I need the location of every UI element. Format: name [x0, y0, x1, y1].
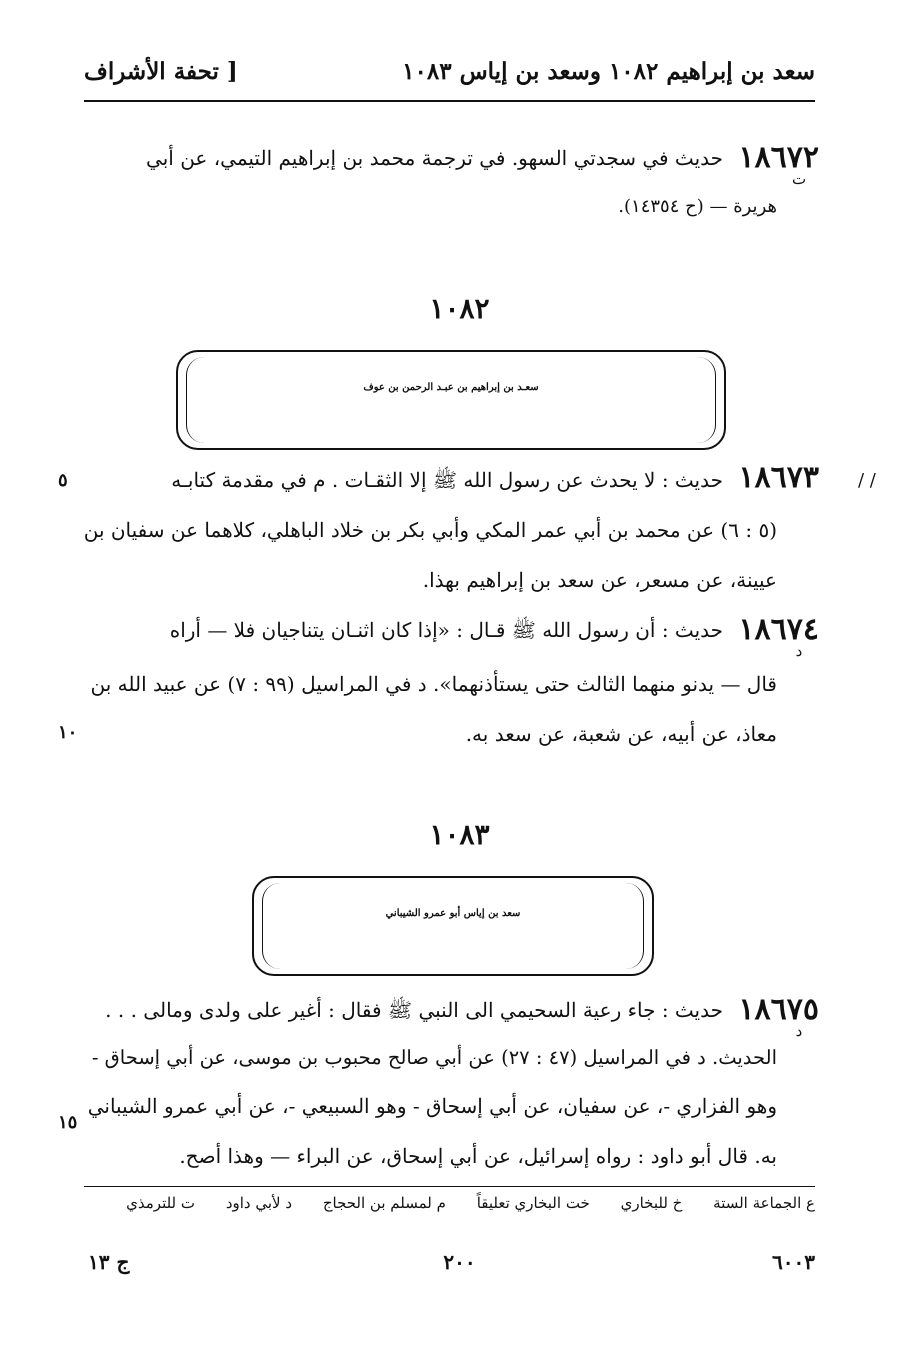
legend-item: ع الجماعة الستة: [713, 1194, 815, 1212]
legend-item: خ للبخاري: [620, 1194, 683, 1212]
hadith-number: ١٨٦٧٣: [738, 460, 819, 495]
hadith-text-line: حديث : أن رسول الله ﷺ قـال : «إذا كان اثنـان يتناجيان فلا — أراه: [169, 618, 723, 642]
hadith-entry-18672: [84, 140, 819, 230]
narrator-name: سعـد بن إبراهيم بن عبـد الرحمن بن عوف: [363, 382, 539, 393]
header-rule: [84, 100, 815, 102]
line-number: ١٥: [58, 1112, 78, 1133]
narrator-name: سعد بن إياس أبو عمرو الشيباني: [385, 908, 521, 919]
line-number: ١٠: [58, 722, 78, 743]
footer-rule: [84, 1186, 815, 1187]
hadith-text-line: عيينة، عن مسعر، عن سعد بن إبراهيم بهذا.: [422, 568, 777, 592]
running-header-title: سعد بن إبراهيم ١٠٨٢ وسعد بن إياس ١٠٨٣: [402, 58, 815, 85]
margin-mark: / /: [858, 470, 876, 491]
hadith-sigla: د: [795, 1022, 803, 1040]
legend-item: م لمسلم بن الحجاج: [322, 1194, 446, 1212]
legend-item: خت البخاري تعليقاً: [476, 1194, 590, 1212]
hadith-text-line: وهو الفزاري -، عن سفيان، عن أبي إسحاق - وهو السبيعي -، عن أبي عمرو الشيباني: [87, 1094, 777, 1118]
section-number: ١٠٨٢: [429, 292, 490, 325]
line-number: ٥: [58, 470, 68, 491]
hadith-entry-18673: [83, 460, 819, 610]
page-number: ٢٠٠: [443, 1250, 476, 1274]
running-header-book: [ تحفة الأشراف: [84, 58, 238, 85]
hadith-text-line: معاذ، عن أبيه، عن شعبة، عن سعد به.: [465, 722, 777, 746]
hadith-text-line: قال — يدنو منهما الثالث حتى يستأذنهما». د في المراسيل (٩٩ : ٧) عن عبيد الله بن: [90, 672, 777, 696]
volume-number: ج ١٣: [88, 1250, 130, 1274]
hadith-entry-18675: [84, 992, 819, 1182]
section-number: ١٠٨٣: [429, 818, 490, 851]
hadith-number: ١٨٦٧٥: [738, 992, 819, 1027]
hadith-number: ١٨٦٧٢: [738, 140, 819, 175]
hadith-text-line: حديث : لا يحدث عن رسول الله ﷺ إلا الثقـات . م في مقدمة كتابـه: [171, 468, 723, 492]
hadith-text-line: حديث : جاء رعية السحيمي الى النبي ﷺ فقال : أغير على ولدى ومالى . . .: [105, 998, 723, 1022]
hadith-text-line: هريرة — (ح ١٤٣٥٤).: [618, 196, 777, 217]
legend-item: د لأبي داود: [225, 1194, 293, 1212]
hadith-sigla: د: [795, 642, 803, 660]
hadith-text-line: الحديث. د في المراسيل (٤٧ : ٢٧) عن أبي صالح محبوب بن موسى، عن أبي إسحاق -: [91, 1046, 777, 1069]
hadith-text-line: حديث في سجدتي السهو. في ترجمة محمد بن إبراهيم التيمي، عن أبي: [146, 146, 723, 170]
hadith-entry-18674: [84, 612, 819, 752]
signature-number: ٦٠٠٣: [772, 1250, 815, 1274]
hadith-text-line: (٥ : ٦) عن محمد بن أبي عمر المكي وأبي بكر بن خلاد الباهلي، كلاهما عن سفيان بن: [83, 518, 777, 542]
narrator-name-box: [252, 876, 654, 976]
hadith-number: ١٨٦٧٤: [738, 612, 819, 647]
sigla-legend: [100, 1194, 815, 1212]
hadith-text-line: به. قال أبو داود : رواه إسرائيل، عن أبي إسحاق، عن البراء — وهذا أصح.: [179, 1144, 777, 1168]
narrator-name-box: [176, 350, 726, 450]
legend-item: ت للترمذي: [126, 1194, 196, 1212]
hadith-sigla: ت: [791, 170, 807, 188]
